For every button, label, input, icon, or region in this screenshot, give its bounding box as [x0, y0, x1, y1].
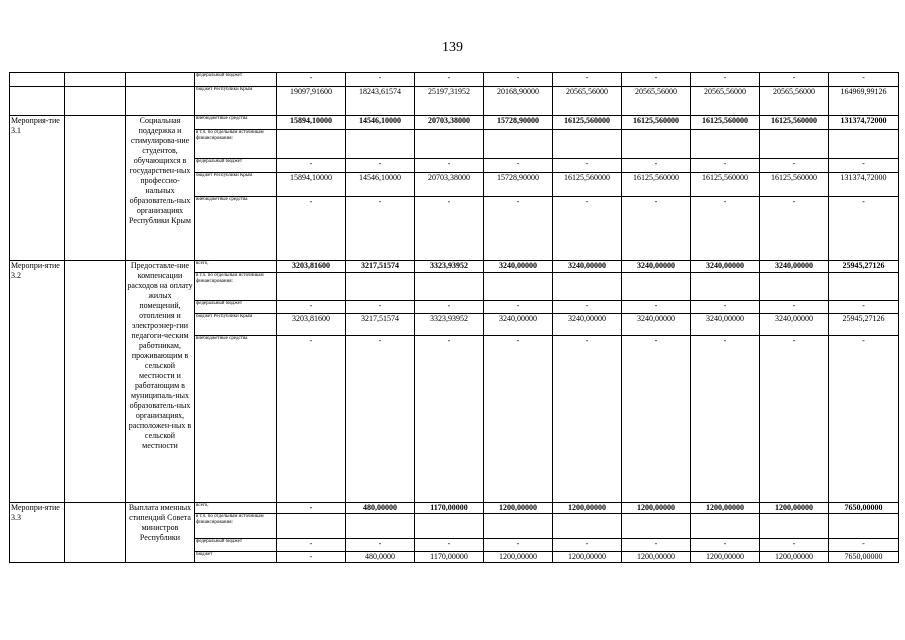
value-cell: 20703,38000 — [415, 116, 484, 130]
value-cell: - — [415, 197, 484, 261]
value-cell: - — [760, 539, 829, 552]
value-cell: - — [760, 336, 829, 503]
value-cell: 1200,00000 — [691, 552, 760, 563]
value-cell — [346, 273, 415, 301]
value-cell: - — [415, 301, 484, 314]
value-cell: - — [829, 301, 899, 314]
value-cell: 25197,31952 — [415, 87, 484, 116]
funding-source-cell: федеральный бюджет — [195, 301, 277, 314]
value-cell: 16125,560000 — [622, 116, 691, 130]
value-cell: - — [346, 73, 415, 87]
value-cell — [484, 514, 553, 539]
funding-source-cell: бюджет — [195, 552, 277, 563]
value-cell: - — [346, 197, 415, 261]
value-cell — [346, 514, 415, 539]
value-cell: 15894,10000 — [277, 173, 346, 197]
value-cell — [622, 273, 691, 301]
value-cell: 1170,00000 — [415, 552, 484, 563]
value-cell — [415, 273, 484, 301]
value-cell: 25945,27126 — [829, 261, 899, 273]
value-cell: 3240,00000 — [622, 314, 691, 336]
value-cell: 3240,00000 — [553, 261, 622, 273]
value-cell: 1200,00000 — [691, 503, 760, 514]
value-cell: 15728,90000 — [484, 173, 553, 197]
value-cell — [829, 514, 899, 539]
activity-cell: Меропри-ятие 3.2 — [10, 261, 65, 503]
table-row — [10, 261, 899, 273]
value-cell: 3217,51574 — [346, 261, 415, 273]
value-cell: - — [346, 336, 415, 503]
value-cell: - — [484, 197, 553, 261]
table-row — [10, 73, 899, 87]
empty-cell — [65, 87, 126, 116]
value-cell: 7650,00000 — [829, 552, 899, 563]
value-cell: - — [691, 301, 760, 314]
value-cell: 3203,81600 — [277, 261, 346, 273]
value-cell: - — [691, 539, 760, 552]
funding-source-cell: в т.ч. по отдельным источникам финансирования: — [195, 130, 277, 159]
funding-source-cell: всего, — [195, 261, 277, 273]
value-cell: 1200,00000 — [622, 503, 691, 514]
value-cell: 20565,56000 — [691, 87, 760, 116]
empty-cell — [10, 87, 65, 116]
funding-source-cell: в т.ч. по отдельным источникам финансирования: — [195, 273, 277, 301]
value-cell — [277, 130, 346, 159]
value-cell — [277, 273, 346, 301]
value-cell: - — [829, 539, 899, 552]
value-cell: - — [553, 336, 622, 503]
value-cell: - — [484, 539, 553, 552]
funding-source-cell: бюджет Республики Крым — [195, 173, 277, 197]
empty-cell — [126, 87, 195, 116]
page-number: 139 — [442, 40, 463, 55]
value-cell — [553, 514, 622, 539]
value-cell: 15894,10000 — [277, 116, 346, 130]
value-cell: 20565,56000 — [622, 87, 691, 116]
value-cell: 20703,38000 — [415, 173, 484, 197]
value-cell: 3240,00000 — [622, 261, 691, 273]
value-cell — [691, 130, 760, 159]
value-cell: - — [346, 159, 415, 173]
value-cell: - — [553, 197, 622, 261]
value-cell: - — [415, 73, 484, 87]
value-cell: - — [484, 301, 553, 314]
value-cell: - — [691, 73, 760, 87]
value-cell: - — [277, 336, 346, 503]
value-cell — [760, 273, 829, 301]
value-cell: - — [277, 301, 346, 314]
empty-cell — [126, 73, 195, 87]
funding-source-cell: внебюджетные средства — [195, 197, 277, 261]
value-cell — [484, 130, 553, 159]
empty-cell — [65, 261, 126, 503]
value-cell — [829, 273, 899, 301]
value-cell: 480,00000 — [346, 503, 415, 514]
value-cell: 131374,72000 — [829, 116, 899, 130]
value-cell: 20565,56000 — [760, 87, 829, 116]
value-cell: - — [829, 336, 899, 503]
value-cell: - — [277, 539, 346, 552]
value-cell — [415, 130, 484, 159]
value-cell — [415, 514, 484, 539]
value-cell: 16125,560000 — [760, 116, 829, 130]
value-cell: 3323,93952 — [415, 314, 484, 336]
funding-source-cell: в т.ч. по отдельным источникам финансирования: — [195, 514, 277, 539]
funding-source-cell: федеральный бюджет — [195, 159, 277, 173]
funding-source-cell: внебюджетные средства — [195, 116, 277, 130]
empty-cell — [65, 73, 126, 87]
value-cell: 3240,00000 — [484, 261, 553, 273]
value-cell: 16125,560000 — [691, 173, 760, 197]
value-cell — [760, 514, 829, 539]
value-cell: 14546,10000 — [346, 173, 415, 197]
empty-cell — [65, 116, 126, 261]
value-cell: 3240,00000 — [691, 314, 760, 336]
value-cell: 164969,99126 — [829, 87, 899, 116]
value-cell: - — [622, 197, 691, 261]
value-cell: - — [553, 301, 622, 314]
value-cell: 480,0000 — [346, 552, 415, 563]
value-cell: 3323,93952 — [415, 261, 484, 273]
value-cell: 16125,560000 — [622, 173, 691, 197]
value-cell: 1200,00000 — [760, 503, 829, 514]
value-cell — [346, 130, 415, 159]
value-cell: 25945,27126 — [829, 314, 899, 336]
empty-cell — [10, 73, 65, 87]
value-cell: 14546,10000 — [346, 116, 415, 130]
value-cell: 3240,00000 — [691, 261, 760, 273]
value-cell: 16125,560000 — [691, 116, 760, 130]
value-cell: - — [484, 159, 553, 173]
value-cell: 3217,51574 — [346, 314, 415, 336]
value-cell: - — [553, 159, 622, 173]
value-cell: - — [553, 539, 622, 552]
value-cell — [484, 273, 553, 301]
description-cell: Социальная поддержка и стимулирова-ние студентов, обучающихся в государствен-ных профессио-нальных образователь-ных организациях Республики Крым — [126, 116, 195, 261]
value-cell: 3240,00000 — [760, 261, 829, 273]
value-cell — [553, 130, 622, 159]
value-cell: - — [553, 73, 622, 87]
table-row — [10, 87, 899, 116]
value-cell: - — [829, 197, 899, 261]
value-cell: 3240,00000 — [553, 314, 622, 336]
value-cell: 1200,00000 — [484, 503, 553, 514]
value-cell: 19097,91600 — [277, 87, 346, 116]
funding-source-cell: бюджет Республики Крым — [195, 87, 277, 116]
value-cell: 1200,00000 — [484, 552, 553, 563]
value-cell: - — [277, 159, 346, 173]
description-cell: Выплата именных стипендий Совета министров Республики — [126, 503, 195, 563]
value-cell: - — [622, 539, 691, 552]
value-cell: - — [760, 159, 829, 173]
value-cell: 131374,72000 — [829, 173, 899, 197]
value-cell: 15728,90000 — [484, 116, 553, 130]
value-cell: 16125,560000 — [760, 173, 829, 197]
value-cell — [277, 514, 346, 539]
value-cell — [829, 130, 899, 159]
funding-source-cell: федеральный бюджет — [195, 73, 277, 87]
value-cell: - — [691, 197, 760, 261]
value-cell: - — [622, 336, 691, 503]
value-cell: - — [760, 197, 829, 261]
funding-source-cell: внебюджетные средства — [195, 336, 277, 503]
funding-source-cell: всего, — [195, 503, 277, 514]
funding-source-cell: федеральный бюджет — [195, 539, 277, 552]
value-cell: - — [484, 73, 553, 87]
value-cell: - — [415, 159, 484, 173]
table-row — [10, 116, 899, 130]
value-cell: - — [484, 336, 553, 503]
value-cell: 3203,81600 — [277, 314, 346, 336]
value-cell: - — [622, 159, 691, 173]
value-cell: - — [691, 336, 760, 503]
value-cell: - — [277, 197, 346, 261]
value-cell: - — [829, 159, 899, 173]
value-cell: 20565,56000 — [553, 87, 622, 116]
value-cell — [622, 514, 691, 539]
value-cell: 1200,00000 — [553, 552, 622, 563]
value-cell: 1200,00000 — [622, 552, 691, 563]
value-cell: - — [346, 539, 415, 552]
budget-table — [9, 72, 899, 563]
value-cell — [553, 273, 622, 301]
value-cell: - — [277, 503, 346, 514]
table-row — [10, 503, 899, 514]
value-cell — [691, 514, 760, 539]
funding-source-cell: бюджет Республики Крым — [195, 314, 277, 336]
value-cell: - — [760, 73, 829, 87]
value-cell — [622, 130, 691, 159]
description-cell: Предоставле-ние компенсации расходов на оплату жилых помещений, отопления и электроэнер-гии педагоги-ческим работникам, проживающим в сельской местности и работающим в муниципаль-ных образователь-ных организациях, расположен-ных в сельской местности — [126, 261, 195, 503]
value-cell: 16125,560000 — [553, 116, 622, 130]
value-cell: - — [346, 301, 415, 314]
value-cell: 20168,90000 — [484, 87, 553, 116]
value-cell: - — [415, 539, 484, 552]
activity-cell: Мероприя-тие 3.1 — [10, 116, 65, 261]
value-cell: 3240,00000 — [760, 314, 829, 336]
value-cell — [691, 273, 760, 301]
empty-cell — [65, 503, 126, 563]
value-cell: - — [415, 336, 484, 503]
value-cell: 3240,00000 — [484, 314, 553, 336]
value-cell: - — [277, 552, 346, 563]
value-cell: 1170,00000 — [415, 503, 484, 514]
value-cell: - — [829, 73, 899, 87]
value-cell: - — [622, 301, 691, 314]
activity-cell: Меропри-ятие 3.3 — [10, 503, 65, 563]
value-cell: 18243,61574 — [346, 87, 415, 116]
value-cell: - — [277, 73, 346, 87]
value-cell: 7650,00000 — [829, 503, 899, 514]
value-cell: 16125,560000 — [553, 173, 622, 197]
value-cell: - — [622, 73, 691, 87]
value-cell: 1200,00000 — [553, 503, 622, 514]
value-cell: - — [760, 301, 829, 314]
value-cell: 1200,00000 — [760, 552, 829, 563]
value-cell: - — [691, 159, 760, 173]
value-cell — [760, 130, 829, 159]
